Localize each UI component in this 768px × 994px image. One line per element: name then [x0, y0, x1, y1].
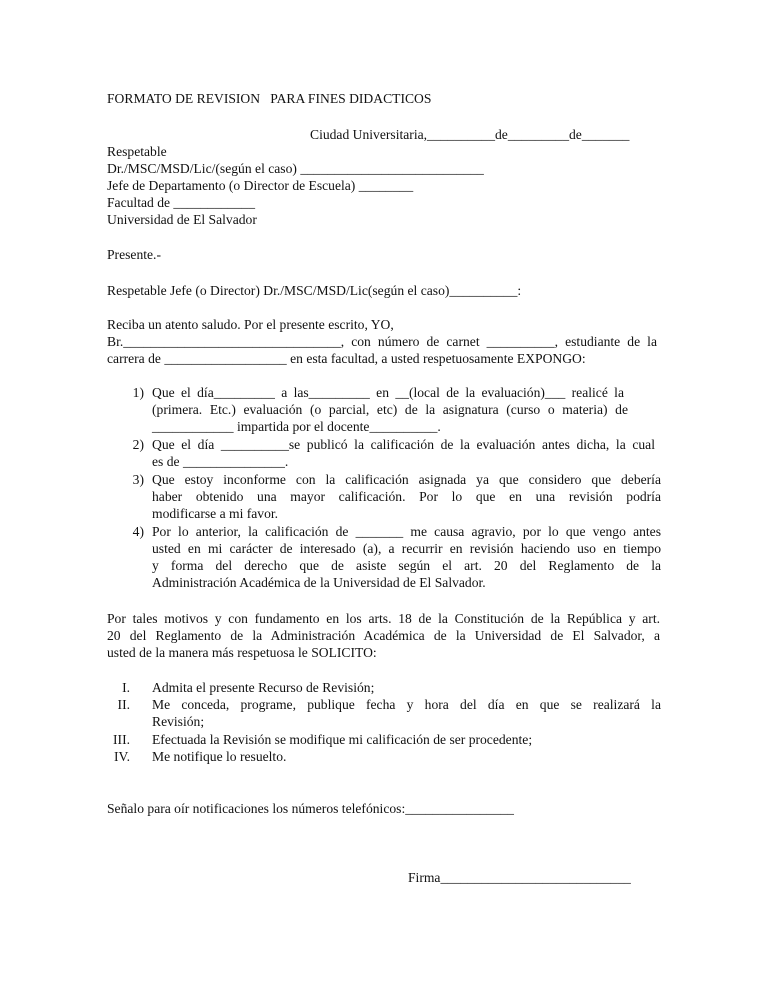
intro-line: Br.________________________________, con número de carnet __________, estudiante de la — [107, 334, 657, 349]
list-item-number: III. — [113, 732, 130, 747]
paragraph-line: 20 del Reglamento de la Administración Académica de la Universidad de El Salvador, a — [107, 628, 660, 643]
list-item-line: Admita el presente Recurso de Revisión; — [152, 680, 375, 695]
list-item-line: haber obtenido una mayor calificación. Por lo que en una revisión podría — [152, 489, 661, 504]
addressee-line: Dr./MSC/MSD/Lic/(según el caso) ___________________________ — [107, 161, 484, 176]
list-item-line: y forma del derecho que de asiste según el art. 20 del Reglamento de la — [152, 558, 661, 573]
greeting-line: Respetable Jefe (o Director) Dr./MSC/MSD/Lic(según el caso)__________: — [107, 283, 522, 298]
list-item-line: Que estoy inconforme con la calificación asignada ya que considero que debería — [152, 472, 661, 487]
paragraph-line: usted de la manera más respetuosa le SOLICITO: — [107, 645, 377, 660]
list-item-line: ____________ impartida por el docente__________. — [152, 419, 441, 434]
list-item-line: Que el día __________se publicó la calificación de la evaluación antes dicha, la cual — [152, 437, 655, 452]
list-item-line: Revisión; — [152, 714, 205, 729]
list-item-number: IV. — [114, 749, 130, 764]
notifications-line: Señalo para oír notificaciones los números telefónicos:________________ — [107, 801, 514, 816]
list-item-line: Me notifique lo resuelto. — [152, 749, 287, 764]
list-item-line: modificarse a mi favor. — [152, 506, 279, 521]
document-title: FORMATO DE REVISION PARA FINES DIDACTICOS — [107, 91, 432, 106]
addressee-line: Respetable — [107, 144, 167, 159]
addressee-line: Universidad de El Salvador — [107, 212, 257, 227]
list-item-line: (primera. Etc.) evaluación (o parcial, etc) de la asignatura (curso o materia) de — [152, 402, 628, 417]
presente-line: Presente.- — [107, 247, 161, 262]
list-item-line: Que el día_________ a las_________ en __(local de la evaluación)___ realicé la — [152, 385, 624, 400]
list-item-number: 3) — [132, 472, 144, 487]
list-item-number: 4) — [132, 524, 144, 539]
list-item-number: 1) — [132, 385, 144, 400]
list-item-number: II. — [117, 697, 130, 712]
place-date-line: Ciudad Universitaria,__________de_________de_______ — [310, 127, 630, 142]
list-item-line: Efectuada la Revisión se modifique mi calificación de ser procedente; — [152, 732, 533, 747]
list-item-line: Administración Académica de la Universidad de El Salvador. — [152, 575, 486, 590]
intro-line: carrera de __________________ en esta facultad, a usted respetuosamente EXPONGO: — [107, 351, 586, 366]
list-item-number: I. — [122, 680, 130, 695]
list-item-line: Por lo anterior, la calificación de _______ me causa agravio, por lo que vengo antes — [152, 524, 661, 539]
addressee-line: Facultad de ____________ — [107, 195, 255, 210]
intro-line: Reciba un atento saludo. Por el presente escrito, YO, — [107, 317, 394, 332]
list-item-line: usted en mi carácter de interesado (a), a recurrir en revisión haciendo uso en tiempo — [152, 541, 661, 556]
list-item-line: Me conceda, programe, publique fecha y hora del día en que se realizará la — [152, 697, 661, 712]
list-item-line: es de _______________. — [152, 454, 289, 469]
paragraph-line: Por tales motivos y con fundamento en los arts. 18 de la Constitución de la República y art. — [107, 611, 660, 626]
addressee-line: Jefe de Departamento (o Director de Escuela) ________ — [107, 178, 414, 193]
list-item-number: 2) — [132, 437, 144, 452]
signature-line: Firma____________________________ — [408, 870, 631, 885]
